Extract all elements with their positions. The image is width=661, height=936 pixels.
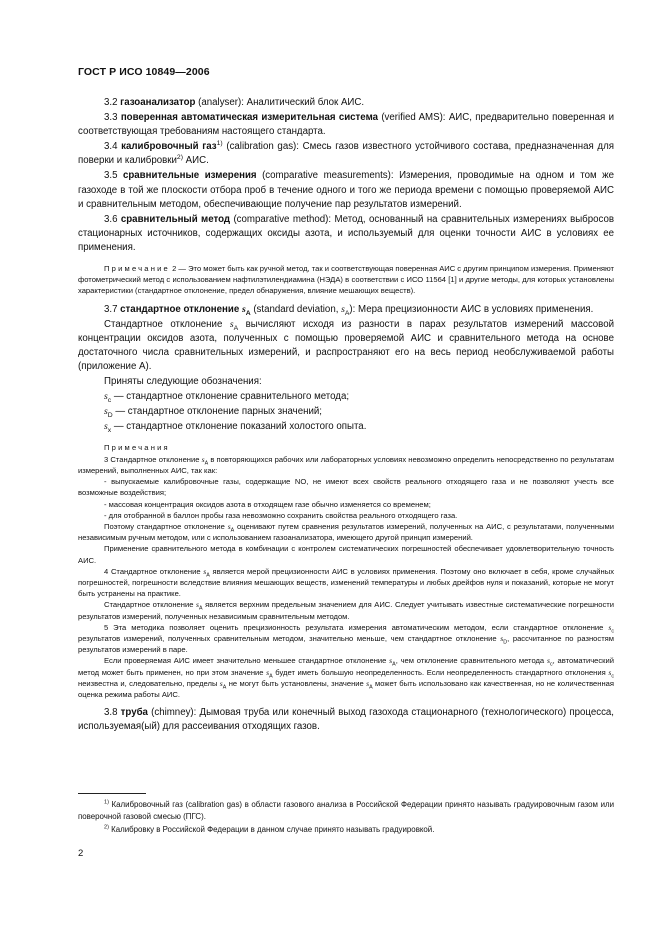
symbol: s bbox=[266, 667, 270, 677]
definition-end: ): Мера прецизионности АИС в условиях применения. bbox=[349, 303, 594, 315]
document-header: ГОСТ Р ИСО 10849—2006 bbox=[78, 66, 210, 78]
term: сравнительные измерения bbox=[122, 170, 257, 182]
symbol-subscript: A bbox=[222, 684, 227, 691]
clause-3-8 bbox=[78, 706, 614, 734]
symbol-subscript: c bbox=[611, 628, 614, 635]
text: будет иметь большую неопределенность. Если неопределенность стандартного отклонения bbox=[272, 667, 609, 677]
symbol-subscript: A bbox=[369, 684, 373, 691]
notes-heading: Примечания bbox=[104, 443, 170, 453]
clause-number: 3.5 bbox=[104, 170, 118, 182]
text: Стандартное отклонение bbox=[104, 600, 197, 610]
designation-text: — стандартное отклонение показаний холостого опыта. bbox=[111, 421, 367, 433]
text: , автоматический метод может быть применен, но при этом значение bbox=[78, 656, 614, 677]
text: 3 Стандартное отклонение bbox=[104, 454, 202, 464]
symbol: s bbox=[341, 303, 345, 315]
text: результатов измерений, полученных сравнительным методом, значительно меньше, чем стандартное отклонение bbox=[78, 633, 501, 643]
text: вычисляют исходя из разности в парах результатов измерений массовой концентрации оксидов азота, полученных с помощью проверяемой АИС и сравнительного метода на основе достаточного числа сравнительных измерений, и распространяют его на весь период необслуживаемой работы (приложение А). bbox=[78, 318, 614, 373]
symbol-subscript: x bbox=[107, 427, 112, 435]
symbol-subscript: D bbox=[107, 412, 113, 420]
footnote-divider bbox=[78, 793, 146, 794]
symbol-subscript: c bbox=[107, 397, 112, 405]
symbol: s bbox=[227, 521, 231, 531]
footnote-text: Калибровку в Российской Федерации в данном случае принято называть градуировкой. bbox=[108, 825, 435, 835]
designation-item bbox=[78, 420, 614, 434]
symbol-subscript: c bbox=[549, 661, 553, 668]
term: труба bbox=[120, 707, 148, 719]
footnotes bbox=[78, 799, 614, 838]
text: в повторяющихся рабочих или лабораторных условиях невозможно определить непосредственно по результатам измерений, выполненных АИС, так как: bbox=[78, 454, 614, 475]
symbol: s bbox=[104, 421, 108, 433]
bullet-item: - массовая концентрация оксидов азота в отходящем газе обычно изменяется со временем; bbox=[104, 499, 431, 509]
clause-number: 3.6 bbox=[104, 213, 118, 225]
symbol: s bbox=[366, 678, 370, 688]
clause-3-3 bbox=[78, 111, 614, 139]
text: является верхним предельным значением для АИС. Следует учитывать известные систематические погрешности результатов измерений, полученных независимым сравнительным методом. bbox=[78, 600, 614, 621]
term: сравнительный метод bbox=[120, 213, 231, 225]
designation-item bbox=[78, 390, 614, 404]
definition-end: АИС. bbox=[182, 155, 209, 167]
definition: (analyser): Аналитический блок АИС. bbox=[195, 97, 365, 108]
symbol-subscript: A bbox=[230, 527, 235, 534]
clause-3-5 bbox=[78, 169, 614, 211]
text: Стандартное отклонение bbox=[104, 318, 230, 330]
note-paragraph bbox=[78, 521, 614, 543]
clause-3-7-paragraph bbox=[78, 318, 614, 374]
clause-3-2 bbox=[78, 96, 614, 110]
footnote-mark: 2) bbox=[104, 824, 109, 831]
definition: (standard deviation, bbox=[250, 303, 342, 315]
page-number: 2 bbox=[78, 848, 84, 859]
text: не могут быть установлены, значение bbox=[226, 678, 367, 688]
term: газоанализатор bbox=[120, 97, 196, 108]
text: неизвестна и, следовательно, пределы bbox=[78, 678, 220, 688]
text: может быть использовано как качественная, но не количественная оценка режима работы АИС. bbox=[78, 678, 614, 699]
notes-label bbox=[78, 442, 614, 453]
text: Поэтому стандартное отклонение bbox=[104, 521, 228, 531]
definition: (verified AMS): АИС, предварительно поверенная и соответствующая требованиям настоящего стандарта. bbox=[78, 112, 615, 138]
clause-3-4 bbox=[78, 140, 614, 168]
footnote-ref[interactable]: 2) bbox=[176, 154, 183, 162]
bullet-item: - выпускаемые калибровочные газы, содержащие NO, не имеют всех свойств реального отходящего газа и не позволяют учесть все возможные воздействия; bbox=[78, 477, 614, 498]
symbol: s bbox=[241, 303, 246, 315]
symbol: s bbox=[500, 633, 504, 643]
clause-number: 3.8 bbox=[104, 707, 118, 719]
symbol: s bbox=[546, 656, 550, 666]
note-3 bbox=[78, 454, 614, 476]
text: , чем отклонение сравнительного метода bbox=[395, 656, 547, 666]
clause-number: 3.7 bbox=[104, 303, 118, 315]
symbol-subscript: A bbox=[206, 572, 210, 579]
symbol: s bbox=[389, 656, 393, 666]
note-text: 2 — Это может быть как ручной метод, так и соответствующая поверенная АИС с другим принципом измерения. Применяют фотометрический метод с использованием нафтилэтилендиамина (НЭДА) в соответствии с ИСО 11564 [1] и другие методы, для которых установлены характеристики (стандартное отклонение, предел обнаружения, влияние мешающих веществ). bbox=[78, 264, 615, 296]
clause-3-7 bbox=[78, 303, 614, 317]
document-body bbox=[78, 96, 614, 735]
symbol: s bbox=[201, 454, 205, 464]
note-paragraph: Применение сравнительного метода в комбинации с контролем систематических погрешностей обеспечивает удовлетворительную точность АИС. bbox=[78, 544, 614, 565]
clause-number: 3.2 bbox=[104, 97, 118, 108]
symbol-subscript: A bbox=[245, 309, 251, 317]
designation-item bbox=[78, 405, 614, 419]
symbol-subscript: A bbox=[233, 324, 239, 332]
symbol: s bbox=[203, 566, 207, 576]
note-2 bbox=[78, 263, 614, 297]
definition: (chimney): Дымовая труба или конечный выход газохода стационарного (технологического) процесса, используемая(ый) для рассеивания отходящих газов. bbox=[78, 707, 614, 733]
designation-text: — стандартное отклонение сравнительного метода; bbox=[111, 391, 350, 403]
text: 5 Эта методика позволяет оценить прецизионность результата измерения автоматическим методом, если стандартное отклонение bbox=[104, 622, 609, 632]
note-paragraph bbox=[78, 599, 614, 621]
symbol-subscript: A bbox=[344, 309, 350, 317]
symbol: s bbox=[219, 678, 223, 688]
designation-text: — стандартное отклонение парных значений; bbox=[112, 406, 322, 418]
definition: (calibration gas): Смесь газов известного устойчивого состава, предназначенная для поверки и калибровки bbox=[78, 141, 614, 167]
note-5 bbox=[78, 622, 614, 656]
clause-3-6 bbox=[78, 213, 614, 255]
clause-number: 3.3 bbox=[104, 112, 118, 124]
definition: (comparative measurements): Измерения, проводимые на одном и том же газоходе в той же плоскости отбора проб в течение одного и того же периода времени с помощью проверяемой АИС и сравнительным методом, обеспечивающие получение пар результатов измерений. bbox=[78, 170, 614, 210]
symbol: s bbox=[229, 318, 234, 330]
text: 4 Стандартное отклонение bbox=[104, 566, 204, 576]
designations-intro: Приняты следующие обозначения: bbox=[104, 376, 262, 388]
text: Если проверяемая АИС имеет значительно меньшее стандартное отклонение bbox=[104, 656, 390, 666]
note-4 bbox=[78, 566, 614, 600]
symbol-subscript: c bbox=[611, 673, 614, 680]
symbol: s bbox=[608, 622, 612, 632]
symbol-subscript: A bbox=[392, 661, 396, 668]
footnote-mark: 1) bbox=[104, 799, 109, 806]
symbol: s bbox=[104, 406, 108, 418]
text: является мерой прецизионности АИС в условиях применения. Поэтому оно включает в себя, кроме случайных погрешностей, погрешности вследствие влияния мешающих веществ, изменений температуры и любых дрейфов нуля и показаний, которые не могут быть устранены на практике. bbox=[78, 566, 614, 599]
symbol-subscript: D bbox=[503, 639, 508, 646]
footnote bbox=[78, 799, 614, 822]
symbol-subscript: A bbox=[204, 460, 209, 467]
footnote-text: Калибровочный газ (calibration gas) в области газового анализа в Российской Федерации принято называть градуировочным газом или поверочной газовой смесью (ПГС). bbox=[78, 800, 614, 821]
symbol: s bbox=[104, 391, 108, 403]
text: , рассчитанное по разностям результатов измерений в паре. bbox=[78, 633, 615, 655]
note-label: Примечание bbox=[104, 264, 170, 274]
term: поверенная автоматическая измерительная система bbox=[120, 112, 378, 124]
bullet-item: - для отобранной в баллон пробы газа невозможно сохранить свойства реального отходящего газа. bbox=[104, 510, 458, 520]
footnote-ref[interactable]: 1) bbox=[216, 140, 223, 148]
symbol-subscript: A bbox=[269, 673, 273, 680]
term: калибровочный газ bbox=[121, 141, 217, 153]
symbol: s bbox=[608, 667, 612, 677]
term: стандартное отклонение bbox=[120, 303, 240, 315]
symbol: s bbox=[196, 600, 199, 610]
note-paragraph bbox=[78, 655, 614, 700]
text: оценивают путем сравнения результатов измерений, полученных на АИС, с результатами, полученными независимым ручным методом, или с использованием газоанализатора, имеющего другой принцип измерений. bbox=[78, 521, 614, 543]
footnote bbox=[78, 824, 614, 836]
definition: (comparative method): Метод, основанный на сравнительных измерениях выбросов стационарных источников, содержащих оксиды азота, и используемый для оценки точности АИС в условиях ее применения. bbox=[78, 213, 614, 253]
clause-number: 3.4 bbox=[104, 141, 118, 153]
symbol-subscript: A bbox=[198, 605, 203, 612]
